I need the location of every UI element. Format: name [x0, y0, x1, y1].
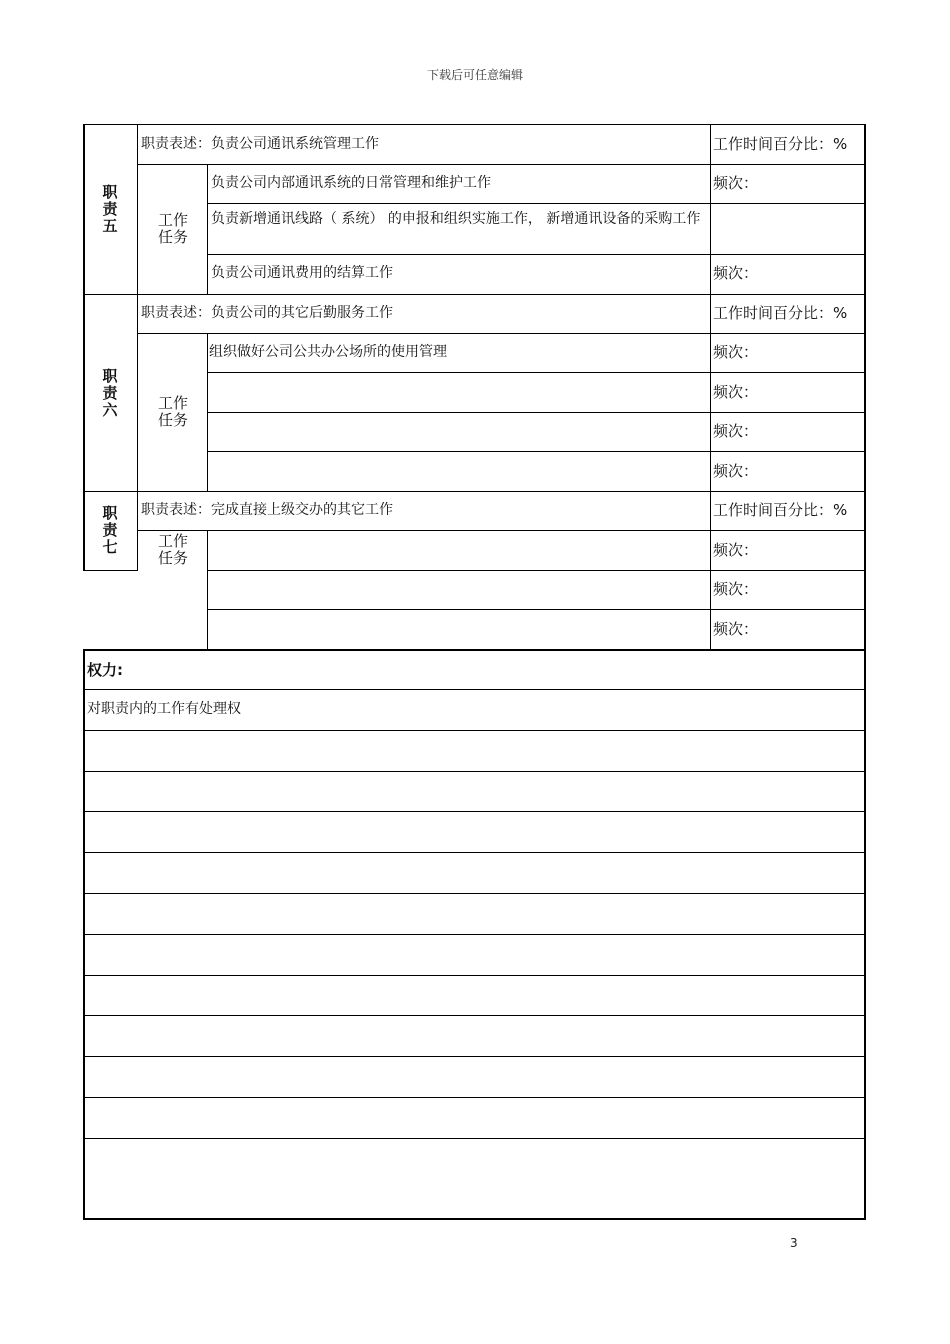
power-title: 权力:: [87, 661, 123, 679]
duty-7-task-1-freq: 频次：: [713, 541, 759, 559]
table-line: [137, 333, 866, 334]
duty-title-char: 职: [102, 183, 118, 201]
table-line: [83, 294, 866, 295]
table-line: [83, 570, 138, 571]
duty-7-task-3-freq: 频次：: [713, 620, 759, 638]
table-line: [83, 1015, 866, 1016]
duty-title-5: [84, 184, 136, 235]
duty-7-task-label: 工作 任务: [157, 532, 188, 567]
table-border: [83, 649, 85, 1220]
header-note: 下载后可任意编辑: [426, 68, 523, 82]
table-line: [207, 372, 866, 373]
table-line: [207, 203, 866, 204]
table-line: [207, 412, 866, 413]
duty-title-7: 职 责 七: [102, 504, 118, 556]
duty-5-description: 职责表述：负责公司通讯系统管理工作: [141, 136, 379, 152]
table-border: [83, 649, 866, 651]
table-divider: [207, 164, 208, 294]
duty-5-task-3-freq: 频次：: [713, 264, 759, 282]
duty-6-task-1-freq: 频次：: [713, 343, 759, 361]
table-line: [207, 164, 866, 165]
duty-6-task-label: 工作 任务: [157, 394, 188, 429]
table-line: [207, 254, 866, 255]
table-border: [864, 124, 866, 1220]
table-line: [207, 609, 866, 610]
duty-5-task-1-freq: 频次：: [713, 174, 759, 192]
duty-7-task-2-freq: 频次：: [713, 580, 759, 598]
table-line: [83, 730, 866, 731]
table-line: [207, 451, 866, 452]
table-line: [83, 689, 866, 690]
table-line: [137, 530, 866, 531]
table-line: [83, 491, 866, 492]
duty-6-task-4-freq: 频次：: [713, 462, 759, 480]
duty-title-char: 责: [102, 200, 118, 218]
table-divider: [207, 530, 208, 650]
duty-6-time-percent: 工作时间百分比：%: [713, 304, 848, 322]
table-line: [83, 934, 866, 935]
duty-5-task-1: 负责公司内部通讯系统的日常管理和维护工作: [211, 175, 491, 191]
table-border: [83, 124, 85, 571]
table-line: [83, 893, 866, 894]
table-divider: [137, 124, 138, 571]
table-line: [137, 164, 207, 165]
table-line: [83, 1138, 866, 1139]
table-line: [83, 975, 866, 976]
duty-5-task-2: 负责新增通讯线路（ 系统） 的申报和组织实施工作， 新增通讯设备的采购工作: [211, 211, 701, 227]
table-line: [83, 852, 866, 853]
table-line: [83, 1056, 866, 1057]
duty-7-description: 职责表述：完成直接上级交办的其它工作: [141, 502, 393, 518]
duty-title-6: 职 责 六: [102, 367, 118, 419]
duty-7-time-percent: 工作时间百分比：%: [713, 501, 848, 519]
duty-6-task-2-freq: 频次：: [713, 383, 759, 401]
duty-5-time-percent: 工作时间百分比：%: [713, 135, 848, 153]
table-line: [83, 1097, 866, 1098]
table-border: [83, 1218, 866, 1220]
power-row: 对职责内的工作有处理权: [87, 701, 241, 717]
duty-5-task-label: 工作 任务: [157, 211, 188, 246]
table-line: [83, 811, 866, 812]
duty-6-task-3-freq: 频次：: [713, 422, 759, 440]
page-number: 3: [790, 1236, 798, 1250]
duty-6-task-1: 组织做好公司公共办公场所的使用管理: [209, 344, 447, 360]
table-line: [207, 570, 866, 571]
duty-5-task-3: 负责公司通讯费用的结算工作: [211, 265, 393, 281]
duty-6-description: 职责表述：负责公司的其它后勤服务工作: [141, 305, 393, 321]
duty-title-char: 五: [102, 217, 118, 235]
table-line: [83, 771, 866, 772]
table-line: [83, 124, 866, 125]
